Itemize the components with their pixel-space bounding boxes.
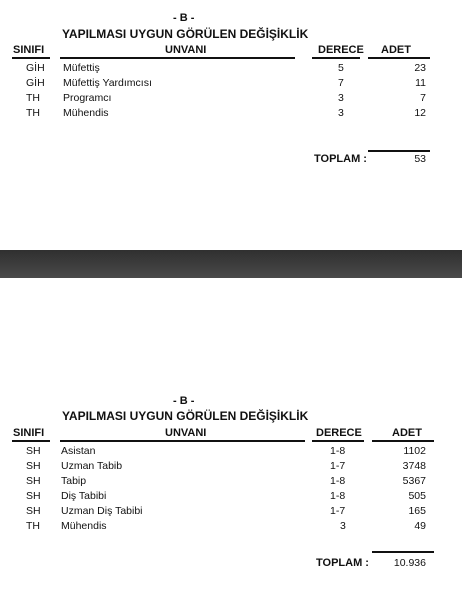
cell-adet: 23 bbox=[414, 62, 426, 74]
header-underline-derece bbox=[312, 440, 364, 442]
cell-adet: 7 bbox=[420, 92, 426, 104]
cell-derece: 1-8 bbox=[330, 475, 346, 487]
cell-derece: 3 bbox=[340, 520, 346, 532]
cell-adet: 49 bbox=[414, 520, 426, 532]
header-derece: DERECE bbox=[318, 44, 364, 56]
cell-sinifi: SH bbox=[26, 490, 41, 502]
header-sinifi: SINIFI bbox=[13, 427, 45, 439]
cell-derece: 3 bbox=[338, 107, 344, 119]
header-derece: DERECE bbox=[316, 427, 362, 439]
cell-sinifi: TH bbox=[26, 92, 40, 104]
cell-adet: 3748 bbox=[402, 460, 426, 472]
cell-sinifi: GİH bbox=[26, 77, 45, 89]
cell-derece: 1-7 bbox=[330, 460, 346, 472]
header-underline-sinifi bbox=[12, 440, 50, 442]
total-label: TOPLAM : bbox=[314, 153, 367, 165]
header-underline-unvani bbox=[60, 440, 305, 442]
header-sinifi: SINIFI bbox=[13, 44, 45, 56]
header-underline-adet bbox=[372, 440, 434, 442]
header-unvani: UNVANI bbox=[165, 44, 207, 56]
cell-derece: 5 bbox=[338, 62, 344, 74]
cell-unvani: Mühendis bbox=[61, 520, 107, 532]
cell-sinifi: TH bbox=[26, 107, 40, 119]
cell-derece: 1-7 bbox=[330, 505, 346, 517]
header-underline-derece bbox=[312, 57, 360, 59]
document-page-bottom bbox=[0, 278, 462, 599]
document-page-top bbox=[0, 0, 462, 250]
cell-unvani: Asistan bbox=[61, 445, 96, 457]
header-unvani: UNVANI bbox=[165, 427, 207, 439]
cell-adet: 505 bbox=[408, 490, 426, 502]
header-underline-unvani bbox=[60, 57, 295, 59]
table-title: YAPILMASI UYGUN GÖRÜLEN DEĞİŞİKLİK bbox=[62, 409, 309, 423]
total-value: 53 bbox=[414, 153, 426, 165]
cell-derece: 3 bbox=[338, 92, 344, 104]
section-mark: - B - bbox=[173, 12, 195, 24]
page-divider bbox=[0, 250, 462, 278]
cell-adet: 5367 bbox=[402, 475, 426, 487]
cell-unvani: Programcı bbox=[63, 92, 112, 104]
section-mark: - B - bbox=[173, 395, 195, 407]
header-underline-sinifi bbox=[12, 57, 50, 59]
cell-sinifi: GİH bbox=[26, 62, 45, 74]
cell-unvani: Uzman Diş Tabibi bbox=[61, 505, 143, 517]
cell-unvani: Tabip bbox=[61, 475, 87, 487]
cell-adet: 12 bbox=[414, 107, 426, 119]
cell-derece: 1-8 bbox=[330, 445, 346, 457]
cell-sinifi: SH bbox=[26, 445, 41, 457]
table-title: YAPILMASI UYGUN GÖRÜLEN DEĞİŞİKLİK bbox=[62, 27, 309, 41]
cell-adet: 11 bbox=[415, 77, 426, 89]
cell-unvani: Diş Tabibi bbox=[61, 490, 107, 502]
cell-adet: 1102 bbox=[403, 445, 426, 457]
header-adet: ADET bbox=[381, 44, 411, 56]
cell-sinifi: SH bbox=[26, 505, 41, 517]
header-adet: ADET bbox=[392, 427, 422, 439]
cell-sinifi: SH bbox=[26, 475, 41, 487]
cell-sinifi: SH bbox=[26, 460, 41, 472]
cell-unvani: Müfettiş Yardımcısı bbox=[63, 77, 152, 89]
cell-sinifi: TH bbox=[26, 520, 40, 532]
cell-unvani: Mühendis bbox=[63, 107, 109, 119]
cell-derece: 1-8 bbox=[330, 490, 346, 502]
header-underline-adet bbox=[368, 57, 430, 59]
total-rule bbox=[368, 150, 430, 152]
total-label: TOPLAM : bbox=[316, 557, 369, 569]
cell-unvani: Müfettiş bbox=[63, 62, 100, 74]
total-value: 10.936 bbox=[393, 557, 426, 569]
cell-derece: 7 bbox=[338, 77, 344, 89]
total-rule bbox=[372, 551, 434, 553]
cell-unvani: Uzman Tabib bbox=[61, 460, 123, 472]
cell-adet: 165 bbox=[408, 505, 426, 517]
